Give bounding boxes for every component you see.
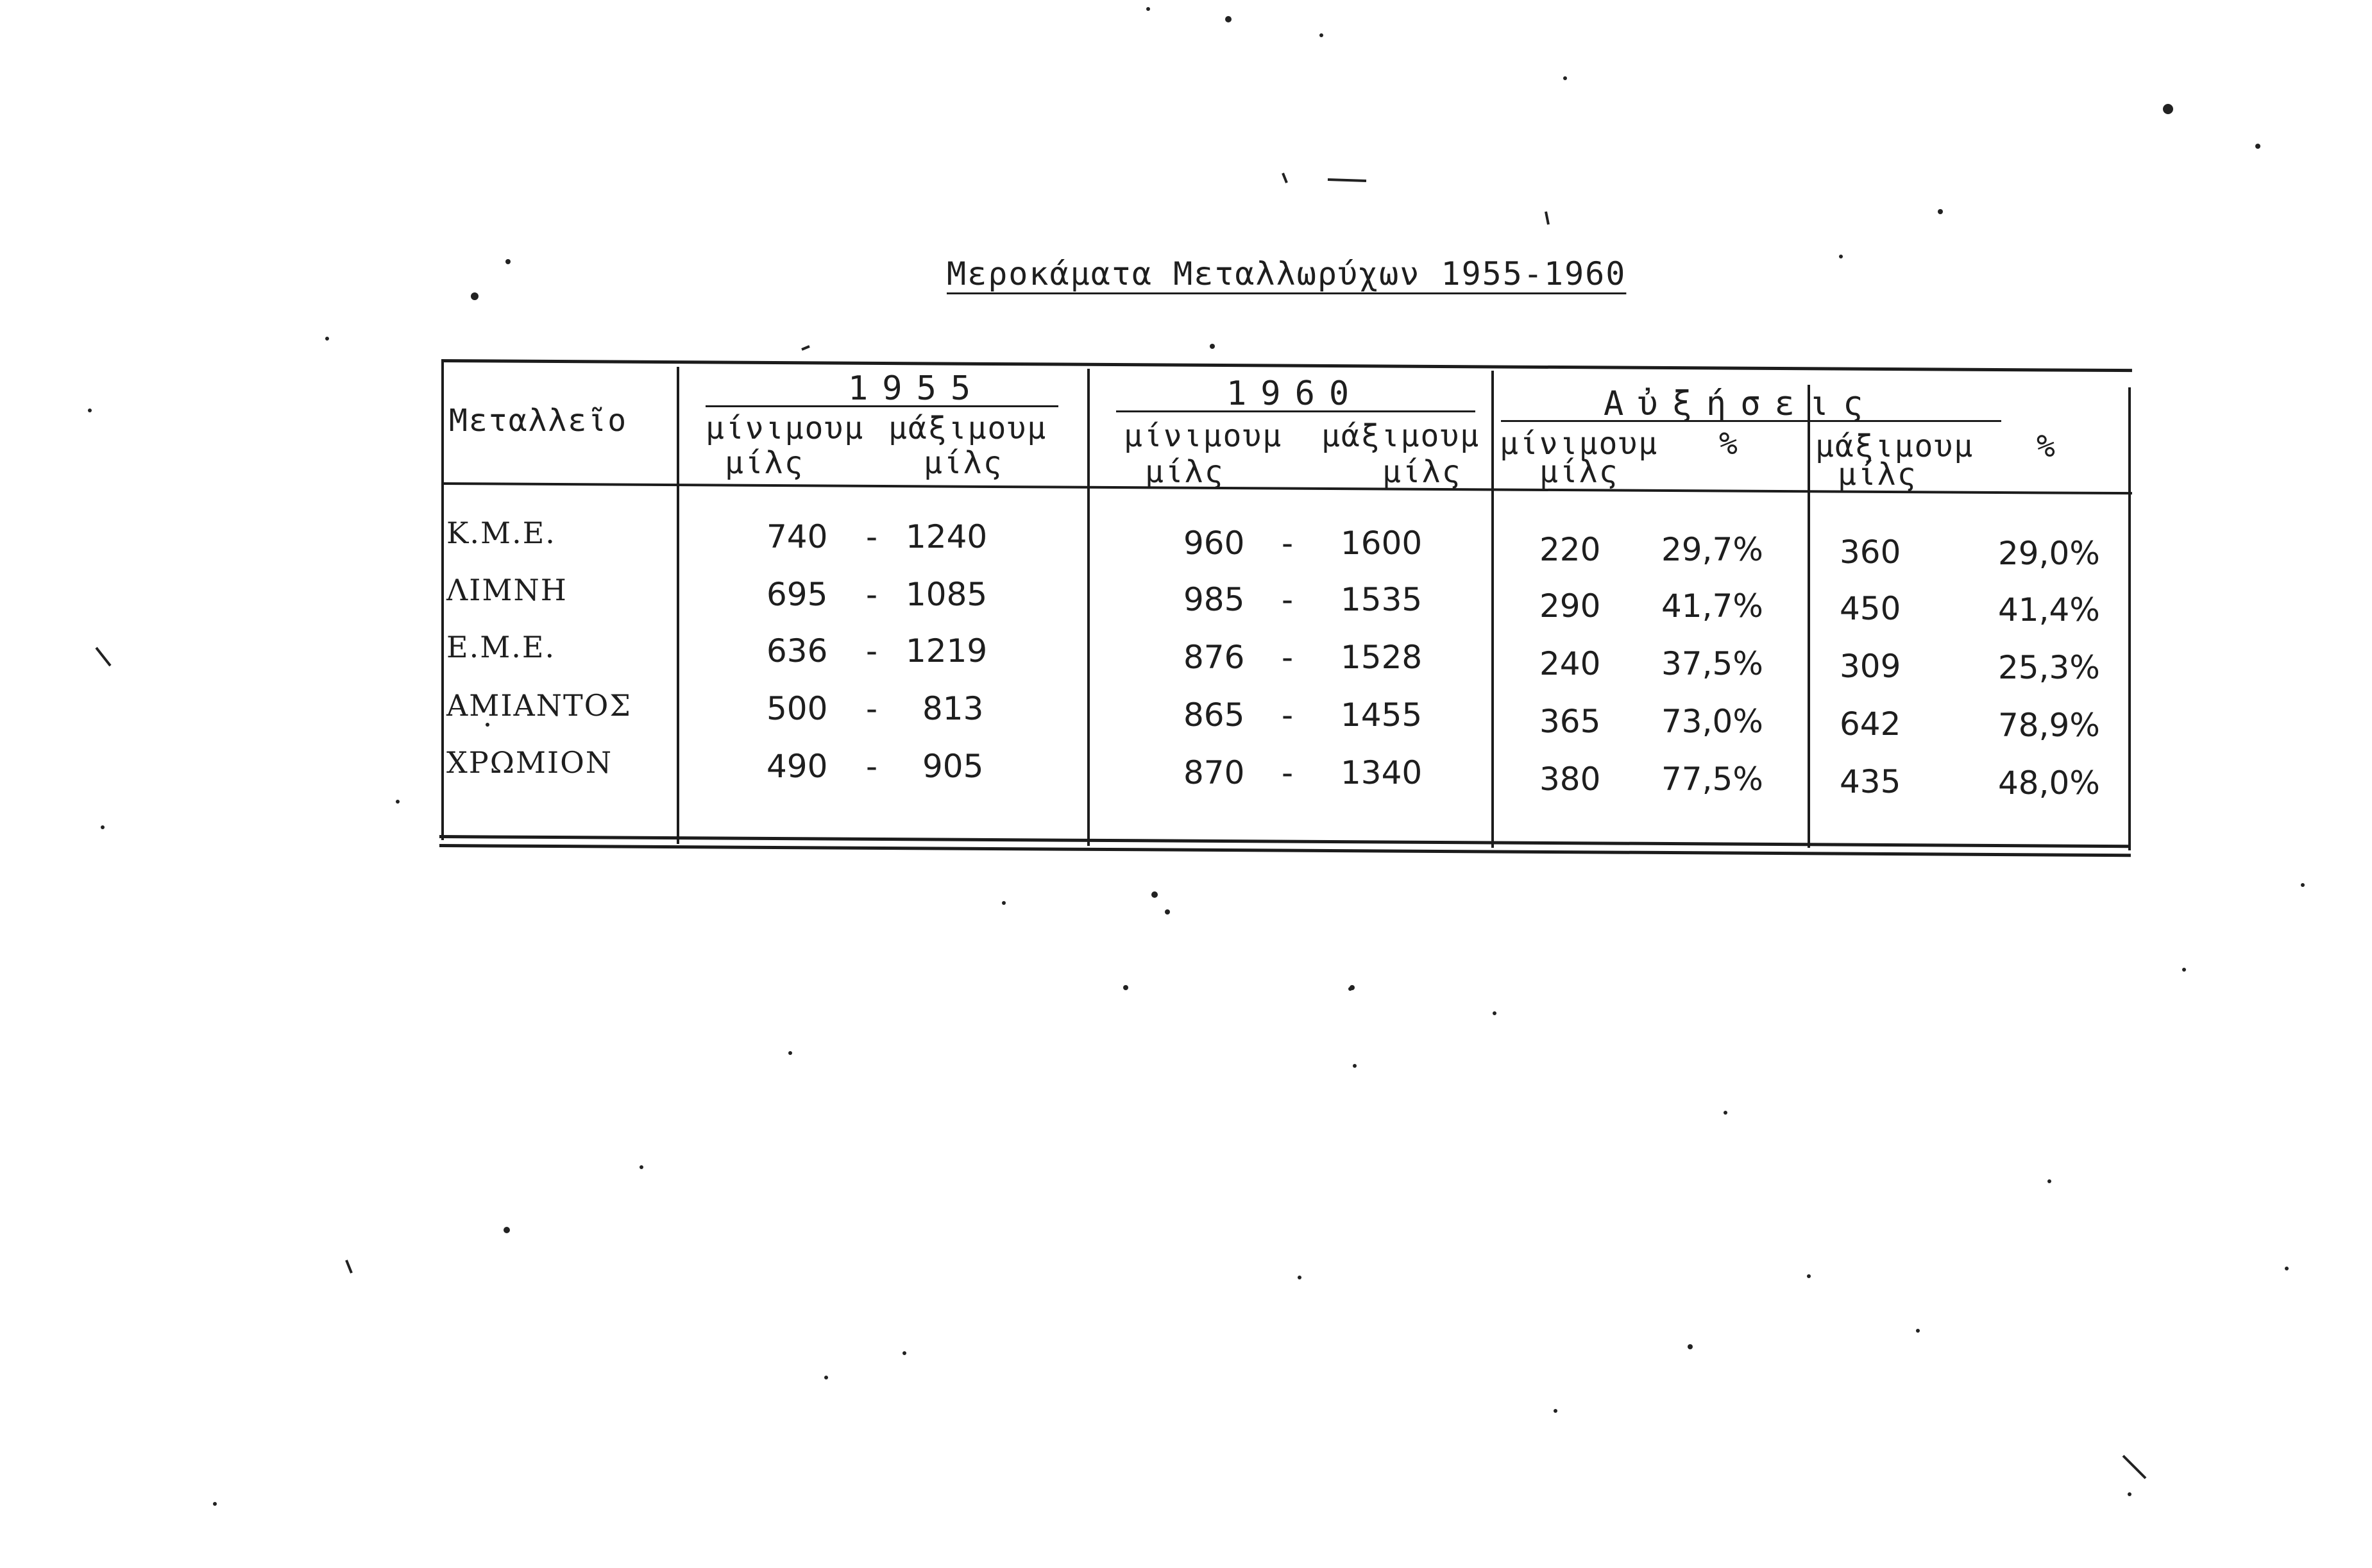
cell-max1960: 1455 <box>1341 696 1423 734</box>
col-divider-2 <box>1087 369 1090 846</box>
row-mine-name: ΧΡΩΜΙΟΝ <box>446 745 613 780</box>
row-mine-name: ΛΙΜΝΗ <box>446 573 568 607</box>
cell-min1960: 985 <box>1183 581 1245 618</box>
inc-min-pct-label: % <box>1719 426 1739 462</box>
max-1960-label: μάξιμουμ <box>1321 418 1480 454</box>
row-mine-name: Ε.Μ.Ε. <box>446 630 556 664</box>
cell-max1960: 1535 <box>1341 581 1423 618</box>
table-top-border <box>441 359 2132 372</box>
range-dash: - <box>1282 696 1294 734</box>
cell-max1955: 1085 <box>906 576 988 613</box>
range-dash: - <box>1282 639 1294 676</box>
year-1955-header: 1955 <box>848 369 985 408</box>
range-dash: - <box>866 576 878 613</box>
range-dash: - <box>1282 754 1294 791</box>
cell-inc-max-pct: 78,9% <box>1998 707 2100 744</box>
cell-max1960: 1600 <box>1341 525 1423 562</box>
cell-min1960: 865 <box>1183 696 1245 734</box>
cell-max1955: 1240 <box>906 518 988 555</box>
cell-min1960: 876 <box>1183 639 1245 676</box>
cell-inc-min: 220 <box>1539 531 1601 568</box>
inc-max-miles: μίλς <box>1838 457 1917 493</box>
cell-inc-max: 360 <box>1840 534 1901 571</box>
inc-max-label: μάξιμουμ <box>1815 428 1974 464</box>
col-divider-4 <box>1808 385 1810 848</box>
range-dash: - <box>1282 525 1294 562</box>
cell-max1955: 905 <box>922 748 984 785</box>
cell-inc-min: 240 <box>1539 645 1601 682</box>
max-1955-label: μάξιμουμ <box>888 410 1047 446</box>
max-1955-miles: μίλς <box>924 445 1003 481</box>
cell-max1960: 1528 <box>1341 639 1423 676</box>
cell-min1960: 870 <box>1183 754 1245 791</box>
increases-header: Αὐξήσεις <box>1604 385 1877 423</box>
cell-inc-min: 380 <box>1539 761 1601 798</box>
cell-inc-max: 309 <box>1840 648 1901 685</box>
min-1955-label: μίνιμουμ <box>706 410 865 446</box>
cell-inc-max-pct: 48,0% <box>1998 764 2100 802</box>
cell-inc-min-pct: 29,7% <box>1661 531 1763 568</box>
inc-min-label: μίνιμουμ <box>1500 426 1659 462</box>
cell-inc-max-pct: 25,3% <box>1998 649 2100 686</box>
cell-inc-min: 290 <box>1539 587 1601 625</box>
range-dash: - <box>1282 581 1294 618</box>
table-left-border <box>441 359 444 840</box>
min-1960-label: μίνιμουμ <box>1124 418 1283 454</box>
document-title: Μεροκάματα Μεταλλωρύχων 1955-1960 <box>947 255 1627 292</box>
cell-inc-max-pct: 29,0% <box>1998 535 2100 572</box>
col-divider-1 <box>677 367 679 844</box>
cell-max1955: 813 <box>922 690 984 727</box>
min-1955-miles: μίλς <box>725 445 804 481</box>
cell-min1955: 500 <box>767 690 828 727</box>
row-mine-name: Κ.Μ.Ε. <box>446 516 556 550</box>
cell-inc-max: 435 <box>1840 763 1901 800</box>
cell-inc-min-pct: 73,0% <box>1661 703 1763 740</box>
cell-inc-min-pct: 77,5% <box>1661 761 1763 798</box>
max-1960-miles: μίλς <box>1382 454 1462 490</box>
cell-min1960: 960 <box>1183 525 1245 562</box>
cell-inc-min: 365 <box>1539 703 1601 740</box>
cell-inc-min-pct: 37,5% <box>1661 645 1763 682</box>
year-1960-header: 1960 <box>1226 375 1364 413</box>
cell-min1955: 636 <box>767 632 828 670</box>
cell-max1955: 1219 <box>906 632 988 670</box>
cell-inc-max: 450 <box>1840 590 1901 627</box>
cell-inc-max: 642 <box>1840 705 1901 743</box>
cell-min1955: 740 <box>767 518 828 555</box>
min-1960-miles: μίλς <box>1145 454 1224 490</box>
range-dash: - <box>866 690 878 727</box>
inc-max-pct-label: % <box>2037 428 2056 464</box>
cell-inc-max-pct: 41,4% <box>1998 591 2100 628</box>
cell-min1955: 695 <box>767 576 828 613</box>
inc-min-miles: μίλς <box>1539 454 1619 490</box>
col-divider-3 <box>1491 371 1494 848</box>
mine-column-header: Μεταλλεῖο <box>449 403 628 439</box>
table-right-border <box>2128 387 2131 850</box>
range-dash: - <box>866 518 878 555</box>
range-dash: - <box>866 748 878 785</box>
range-dash: - <box>866 632 878 670</box>
cell-min1955: 490 <box>767 748 828 785</box>
row-mine-name: ΑΜΙΑΝΤΟΣ <box>446 688 632 723</box>
cell-max1960: 1340 <box>1341 754 1423 791</box>
cell-inc-min-pct: 41,7% <box>1661 587 1763 625</box>
